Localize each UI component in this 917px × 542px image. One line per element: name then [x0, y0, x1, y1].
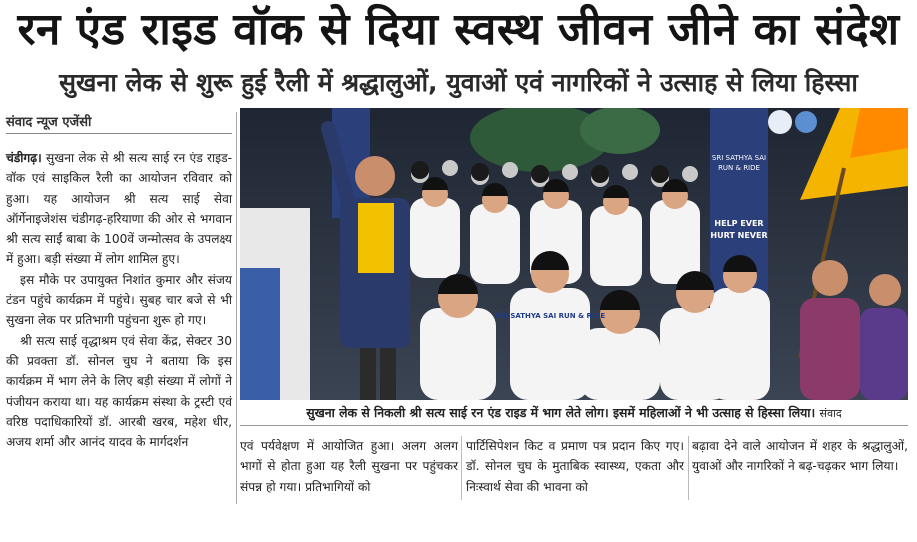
banner-line-4: HURT NEVER	[710, 231, 768, 240]
bottom-column-1: एवं पर्यवेक्षण में आयोजित हुआ। अलग अलग भागों से होता हुआ यह रैली सुखना पर पहुंचकर संपन्न हो गया। प्रतिभागियों को	[240, 439, 458, 494]
shirt-text: SRI SATHYA SAI RUN & RIDE	[494, 312, 606, 320]
paragraph-1	[6, 148, 232, 270]
byline: संवाद न्यूज एजेंसी	[6, 112, 232, 134]
column-rule-2	[688, 436, 689, 500]
news-photo	[240, 108, 908, 400]
paragraph-1-text: सुखना लेक से श्री सत्य साई रन एंड राइड-वॉक एवं साइकिल रैली का आयोजन रविवार को हुआ। यह आयोजन श्री सत्य साई सेवा ऑर्गेनाइजेशंस चंडीगढ़-हरियाणा की ओर से भगवान श्री सत्य साईं बाबा के 100वें जन्मोत्सव के उपलक्ष्य में हुआ। बड़ी संख्या में लोग शामिल हुए।	[6, 151, 233, 267]
photo-illustration	[240, 108, 908, 400]
caption-credit: संवाद	[819, 407, 842, 420]
banner-line-1: SRI SATHYA SAI	[711, 154, 767, 162]
left-column	[6, 148, 232, 452]
paragraph-3: श्री सत्य साई वृद्धाश्रम एवं सेवा केंद्र, सेक्टर 30 की प्रवक्ता डॉ. सोनल चुघ ने बताया कि इस कार्यक्रम में भाग लेने के लिए बड़ी संख्या में लोगों ने पंजीयन कराया था। यह कार्यक्रम संस्था के ट्रस्टी एवं वरिष्ठ पदाधिकारियों डॉ. आरबी खरब, महेश धीर, अजय शर्मा और आनंद यादव के मार्गदर्शन	[6, 333, 232, 450]
column-rule-1	[461, 436, 462, 500]
dateline: चंडीगढ़।	[6, 151, 42, 165]
caption-text: सुखना लेक से निकली श्री सत्य साई रन एंड राइड में भाग लेते लोग। इसमें महिलाओं ने भी उत्साह से हिस्सा लिया।	[306, 405, 816, 420]
headline: रन एंड राइड वॉक से दिया स्वस्थ जीवन जीने का संदेश	[17, 4, 900, 55]
subheadline: सुखना लेक से शुरू हुई रैली में श्रद्धालुओं, युवाओं एवं नागरिकों ने उत्साह से लिया हिस्सा	[59, 68, 858, 97]
banner-line-3: HELP EVER	[714, 219, 764, 228]
paragraph-2: इस मौके पर उपायुक्त निशांत कुमार और संजय टंडन पहुंचे कार्यक्रम में पहुंचे। सुबह चार बजे से भी सुखना लेक पर प्रतिभागी पहुंचना शुरू हो गए।	[6, 272, 232, 328]
bottom-column-2: पार्टिसिपेशन किट व प्रमाण पत्र प्रदान किए गए। डॉ. सोनल चुघ के मुताबिक स्वास्थ्य, एकता और निःस्वार्थ सेवा की भावना को	[466, 439, 684, 494]
banner-line-2: RUN & RIDE	[718, 164, 760, 172]
column-divider	[236, 112, 237, 504]
photo-caption	[240, 402, 908, 426]
bottom-column-3: बढ़ावा देने वाले आयोजन में शहर के श्रद्धालुओं, युवाओं और नागरिकों ने बढ़-चढ़कर भाग लिया।	[692, 439, 908, 474]
